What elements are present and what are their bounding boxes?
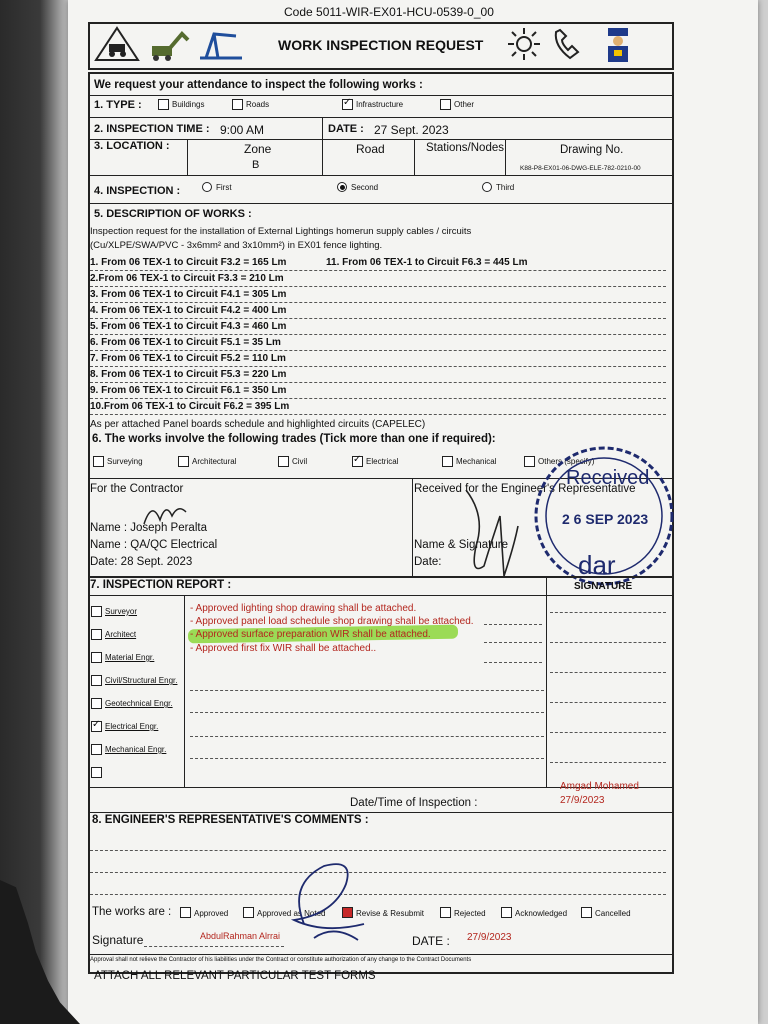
description-item: 9. From 06 TEX-1 to Circuit F6.1 = 350 Lm — [90, 385, 287, 396]
discipline-label: Material Engr. — [105, 653, 155, 662]
discipline-label: Electrical Engr. — [105, 722, 159, 731]
description-footer: As per attached Panel boards schedule and highlighted circuits (CAPELEC) — [90, 419, 426, 430]
works-option-label: Approved — [194, 909, 229, 918]
description-item: 6. From 06 TEX-1 to Circuit F5.1 = 35 Lm — [90, 337, 281, 348]
works-cancelled-checkbox[interactable] — [581, 907, 592, 918]
description-rule — [90, 334, 666, 335]
attach-note: ATTACH ALL RELEVANT PARTICULAR TEST FORMS — [94, 970, 376, 982]
trades-label: 6. The works involve the following trades (Tick more than one if required): — [92, 433, 496, 445]
description-rule — [90, 286, 666, 287]
road-warning-icon — [94, 26, 140, 62]
description-rule — [90, 366, 666, 367]
sun-icon — [504, 26, 544, 62]
engineer-rep-name-signature: Name & Signature — [414, 539, 508, 551]
type-option-label: Roads — [246, 100, 270, 109]
comments-label: 8. ENGINEER'S REPRESENTATIVE'S COMMENTS : — [92, 814, 369, 826]
contractor-name: Name : Joseph Peralta — [90, 522, 207, 534]
description-rule — [90, 270, 666, 271]
trade-option-label: Civil — [292, 457, 308, 466]
date-value: 27 Sept. 2023 — [374, 123, 449, 137]
works-approved-checkbox[interactable] — [180, 907, 191, 918]
description-rule — [90, 398, 666, 399]
discipline-label: Civil/Structural Engr. — [105, 676, 178, 685]
zone-value: B — [252, 159, 260, 171]
report-note: - Approved surface preparation WIR shall be attached. — [190, 629, 431, 640]
report-note: - Approved first fix WIR shall be attached.. — [190, 643, 377, 654]
inspection-report-label: 7. INSPECTION REPORT : — [90, 579, 232, 591]
signature-date-label: DATE : — [412, 934, 450, 948]
works-acknowledged-checkbox[interactable] — [501, 907, 512, 918]
works-rejected-checkbox[interactable] — [440, 907, 451, 918]
type-infrastructure-checkbox[interactable] — [342, 99, 353, 110]
type-option-label: Infrastructure — [356, 100, 404, 109]
drawing-number: K88-P8-EX01-06-DWG-ELE-782-0210-00 — [520, 165, 641, 172]
discipline-label: Surveyor — [105, 607, 138, 616]
contractor-label: For the Contractor — [90, 483, 184, 495]
description-rule — [90, 382, 666, 383]
works-approved-noted-checkbox[interactable] — [243, 907, 254, 918]
description-label: 5. DESCRIPTION OF WORKS : — [94, 208, 252, 220]
signature-column-label: SIGNATURE — [574, 581, 633, 592]
trade-option-label: Surveying — [107, 457, 143, 466]
discipline-checkbox[interactable] — [91, 698, 102, 709]
inspection-option-label: Second — [351, 183, 379, 192]
discipline-checkbox[interactable] — [91, 652, 102, 663]
disclaimer: Approval shall not relieve the Contractor of his liabilities under the Contract or constitute authorization of any change to the Contract Documents — [90, 957, 472, 963]
works-option-label: Cancelled — [595, 909, 631, 918]
description-item: 7. From 06 TEX-1 to Circuit F5.2 = 110 Lm — [90, 353, 286, 364]
description-item: 5. From 06 TEX-1 to Circuit F4.3 = 460 Lm — [90, 321, 287, 332]
drawing-label: Drawing No. — [560, 144, 624, 156]
contractor-date: Date: 28 Sept. 2023 — [90, 556, 193, 568]
inspection-option-label: First — [216, 183, 232, 192]
report-note: - Approved panel load schedule shop drawing shall be attached. — [190, 616, 474, 627]
description-line2: (Cu/XLPE/SWA/PVC - 3x6mm² and 3x10mm²) in EX01 fence lighting. — [90, 240, 383, 251]
contractor-signature — [140, 494, 190, 534]
worker-icon — [600, 26, 636, 64]
type-label: 1. TYPE : — [94, 99, 142, 111]
inspection-label: 4. INSPECTION : — [94, 185, 181, 197]
stamp-date-text: 2 6 SEP 2023 — [562, 511, 649, 527]
received-stamp — [532, 440, 678, 590]
works-option-label: Revise & Resubmit — [356, 909, 425, 918]
trade-option-label: Architectural — [192, 457, 237, 466]
report-note: - Approved lighting shop drawing shall be attached. — [190, 603, 417, 614]
description-rule — [90, 350, 666, 351]
intro-text: We request your attendance to inspect the following works : — [94, 79, 423, 91]
engineer-rep-date: Date: — [414, 556, 442, 568]
description-item: 10.From 06 TEX-1 to Circuit F6.2 = 395 Lm — [90, 401, 290, 412]
works-option-label: Approved as Noted — [257, 909, 326, 918]
type-option-label: Buildings — [172, 100, 205, 109]
type-option-label: Other — [454, 100, 475, 109]
signature-date-value: 27/9/2023 — [467, 932, 512, 943]
description-rule — [90, 414, 666, 415]
engineer-comment-signature — [284, 854, 374, 954]
description-rule — [90, 302, 666, 303]
datetime-inspection-label: Date/Time of Inspection : — [350, 797, 478, 809]
description-item: 1. From 06 TEX-1 to Circuit F3.2 = 165 Lm — [90, 257, 287, 268]
description-item: 11. From 06 TEX-1 to Circuit F6.3 = 445 Lm — [326, 257, 528, 268]
description-item: 2.From 06 TEX-1 to Circuit F3.3 = 210 Lm — [90, 273, 284, 284]
inspection-option-label: Third — [496, 183, 515, 192]
description-rule — [90, 318, 666, 319]
discipline-label: Geotechnical Engr. — [105, 699, 173, 708]
discipline-checkbox[interactable] — [91, 606, 102, 617]
discipline-checkbox[interactable] — [91, 629, 102, 640]
trade-civil-checkbox[interactable] — [278, 456, 289, 467]
works-option-label: Acknowledged — [515, 909, 568, 918]
description-item: 4. From 06 TEX-1 to Circuit F4.2 = 400 Lm — [90, 305, 287, 316]
inspector-name: Amgad Mohamed — [560, 781, 639, 792]
contractor-role: Name : QA/QC Electrical — [90, 539, 218, 551]
description-item: 8. From 06 TEX-1 to Circuit F5.3 = 220 Lm — [90, 369, 287, 380]
inspection-third-radio[interactable] — [482, 182, 492, 192]
engineer-rep-label: Received for the Engineer's Representative — [414, 483, 636, 495]
signature-name: AbdulRahman Alrrai — [200, 931, 281, 941]
stations-label: Stations/Nodes — [426, 142, 504, 154]
inspector-date: 27/9/2023 — [560, 795, 605, 806]
date-label: DATE : — [328, 123, 364, 135]
inspection-time-label: 2. INSPECTION TIME : — [94, 123, 210, 135]
form-code: Code 5011-WIR-EX01-HCU-0539-0_00 — [284, 5, 494, 19]
type-other-checkbox[interactable] — [440, 99, 451, 110]
signature-label: Signature — [92, 933, 144, 947]
trade-surveying-checkbox[interactable] — [93, 456, 104, 467]
trade-option-label: Others (specify) — [538, 457, 595, 466]
works-are-label: The works are : — [92, 906, 172, 918]
discipline-label: Mechanical Engr. — [105, 745, 167, 754]
works-option-label: Rejected — [454, 909, 486, 918]
inspection-second-radio[interactable] — [337, 182, 347, 192]
trade-electrical-checkbox[interactable] — [352, 456, 363, 467]
discipline-checkbox[interactable] — [91, 675, 102, 686]
form-title: WORK INSPECTION REQUEST — [278, 37, 484, 53]
trade-mechanical-checkbox[interactable] — [442, 456, 453, 467]
trade-option-label: Electrical — [366, 457, 399, 466]
type-roads-checkbox[interactable] — [232, 99, 243, 110]
description-line1: Inspection request for the installation of External Lightings homerun supply cables / circuits — [90, 226, 472, 237]
crane-icon — [196, 26, 246, 62]
trade-architectural-checkbox[interactable] — [178, 456, 189, 467]
engineer-signature — [456, 486, 526, 582]
location-label: 3. LOCATION : — [94, 140, 170, 152]
stamp-bottom-text: dar — [578, 550, 616, 580]
stamp-top-text: Received — [566, 467, 650, 489]
description-item: 3. From 06 TEX-1 to Circuit F4.1 = 305 Lm — [90, 289, 287, 300]
discipline-checkbox[interactable] — [91, 767, 102, 778]
zone-label: Zone — [244, 142, 272, 156]
trade-option-label: Mechanical — [456, 457, 497, 466]
discipline-checkbox[interactable] — [91, 744, 102, 755]
excavator-icon — [148, 26, 190, 62]
discipline-checkbox[interactable] — [91, 721, 102, 732]
discipline-label: Architect — [105, 630, 137, 639]
road-label: Road — [356, 142, 385, 156]
inspection-first-radio[interactable] — [202, 182, 212, 192]
phone-icon — [550, 26, 586, 62]
type-buildings-checkbox[interactable] — [158, 99, 169, 110]
inspection-time-value: 9:00 AM — [220, 123, 265, 137]
